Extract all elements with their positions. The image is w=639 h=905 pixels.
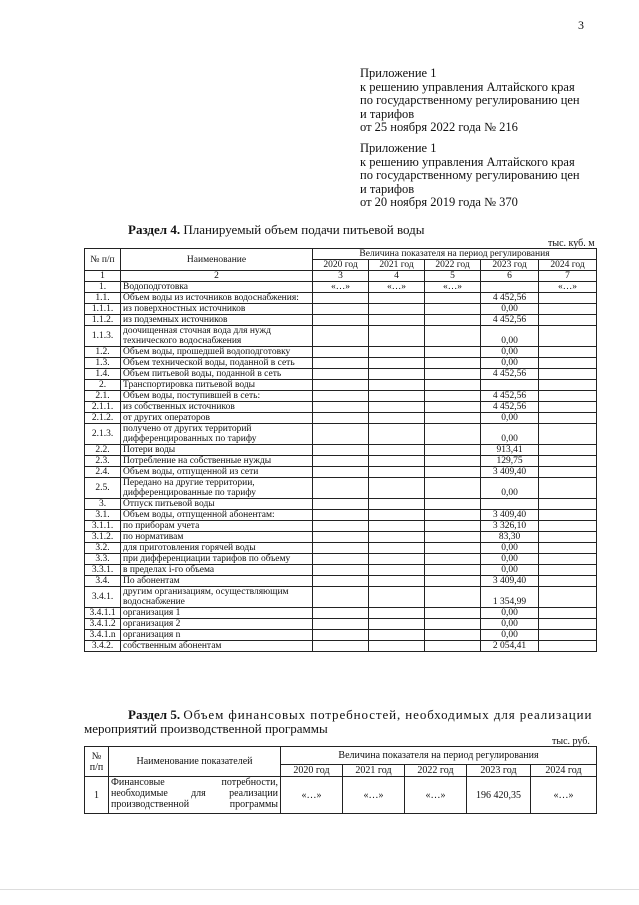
table-cell <box>425 315 481 326</box>
appendix-line: от 20 ноября 2019 года № 370 <box>360 195 518 210</box>
table-row-num: 1.1.2. <box>85 315 121 326</box>
table-cell <box>425 521 481 532</box>
section5-title: Объем финансовых потребностей, необходимых для реализации <box>183 707 593 722</box>
table-cell <box>539 402 597 413</box>
table-row <box>85 358 597 369</box>
table-cell: 0,00 <box>481 358 539 369</box>
table-row-num: 2.2. <box>85 445 121 456</box>
appendix-line: от 25 ноября 2022 года № 216 <box>360 120 518 135</box>
table-cell: 3 409,40 <box>481 467 539 478</box>
header-year: 2021 год <box>369 260 425 271</box>
table-cell <box>313 315 369 326</box>
table-row <box>85 391 597 402</box>
table-row <box>85 326 597 347</box>
table-cell: 3 326,10 <box>481 521 539 532</box>
table-cell: 0,00 <box>481 347 539 358</box>
table-cell <box>369 608 425 619</box>
section4-title: Планируемый объем подачи питьевой воды <box>183 222 425 237</box>
table-row-name: Транспортировка питьевой воды <box>121 380 313 391</box>
table-cell <box>313 630 369 641</box>
table-row-num: 1.1.1. <box>85 304 121 315</box>
table-row <box>85 619 597 630</box>
section5-table <box>84 746 597 814</box>
table-cell <box>313 413 369 424</box>
table-cell <box>539 576 597 587</box>
header-group: Величина показателя на период регулирования <box>281 747 597 765</box>
table-row <box>85 543 597 554</box>
header-num: № п/п <box>85 747 109 777</box>
appendix-line: по государственному регулированию цен <box>360 168 580 183</box>
table-cell <box>369 554 425 565</box>
section4-unit: тыс. куб. м <box>548 238 595 249</box>
table-cell <box>313 293 369 304</box>
table-cell <box>425 608 481 619</box>
appendix-current <box>360 67 580 135</box>
table-cell <box>369 402 425 413</box>
table-row-num: 3.1.1. <box>85 521 121 532</box>
table-row <box>85 304 597 315</box>
appendix-line: Приложение 1 <box>360 141 437 155</box>
header-index: 6 <box>481 271 539 282</box>
table-cell: 3 409,40 <box>481 510 539 521</box>
table-row <box>85 478 597 499</box>
table-cell <box>425 543 481 554</box>
table-cell <box>369 467 425 478</box>
table-cell: 0,00 <box>481 304 539 315</box>
table-row-name: организация n <box>121 630 313 641</box>
table-cell <box>539 326 597 347</box>
table-cell <box>425 424 481 445</box>
table-cell <box>481 499 539 510</box>
table-cell <box>539 413 597 424</box>
table-row-name: получено от других территорий дифференцированных по тарифу <box>121 424 313 445</box>
header-year: 2020 год <box>281 765 343 777</box>
table-cell <box>313 554 369 565</box>
page-number: 3 <box>578 18 584 32</box>
table-row-num: 3.4.2. <box>85 641 121 652</box>
table-cell <box>369 478 425 499</box>
table-cell <box>539 619 597 630</box>
table-cell: 4 452,56 <box>481 369 539 380</box>
table-cell: 0,00 <box>481 608 539 619</box>
appendix-line: к решению управления Алтайского края <box>360 154 575 169</box>
table-cell <box>313 445 369 456</box>
table-cell <box>425 358 481 369</box>
table-cell <box>425 478 481 499</box>
table-cell <box>539 456 597 467</box>
table-cell: 0,00 <box>481 619 539 630</box>
table-row <box>85 315 597 326</box>
table-row-name: Передано на другие территории, дифференцированные по тарифу <box>121 478 313 499</box>
table-cell <box>425 347 481 358</box>
table-row-name: другим организациям, осуществляющим водоснабжение <box>121 587 313 608</box>
table-cell <box>313 499 369 510</box>
table-cell <box>369 391 425 402</box>
table-row <box>85 456 597 467</box>
table-cell: «…» <box>531 777 597 814</box>
table-row <box>85 402 597 413</box>
table-cell <box>369 380 425 391</box>
table-cell <box>539 293 597 304</box>
table-cell: 4 452,56 <box>481 293 539 304</box>
table-row-name: по приборам учета <box>121 521 313 532</box>
table-cell <box>425 391 481 402</box>
table-cell <box>425 499 481 510</box>
table-row <box>85 510 597 521</box>
table-cell <box>425 565 481 576</box>
table-cell: «…» <box>539 282 597 293</box>
table-row <box>85 499 597 510</box>
table-row <box>85 576 597 587</box>
table-cell <box>369 587 425 608</box>
table-cell: 4 452,56 <box>481 402 539 413</box>
table-row <box>85 467 597 478</box>
table-row <box>85 565 597 576</box>
table-cell <box>369 424 425 445</box>
table-cell <box>539 391 597 402</box>
header-index: 5 <box>425 271 481 282</box>
table-cell <box>539 510 597 521</box>
table-cell <box>425 304 481 315</box>
table-cell <box>481 380 539 391</box>
table-row <box>85 554 597 565</box>
table-row-num: 1.4. <box>85 369 121 380</box>
table-cell <box>425 532 481 543</box>
table-cell: 2 054,41 <box>481 641 539 652</box>
table-row-num: 3.4.1.1 <box>85 608 121 619</box>
table-cell <box>425 413 481 424</box>
header-index: 2 <box>121 271 313 282</box>
table-row-name: Потери воды <box>121 445 313 456</box>
table-cell: 0,00 <box>481 630 539 641</box>
table-row <box>85 445 597 456</box>
table-cell: «…» <box>405 777 467 814</box>
table-row-name: собственным абонентам <box>121 641 313 652</box>
section4-heading <box>128 222 425 238</box>
table-cell <box>539 532 597 543</box>
table-row-num: 1. <box>85 282 121 293</box>
table-row-num: 1 <box>85 777 109 814</box>
table-cell <box>369 304 425 315</box>
table-row-name: Объем воды, отпущенной абонентам: <box>121 510 313 521</box>
table-cell <box>425 293 481 304</box>
table-cell <box>539 347 597 358</box>
header-index: 3 <box>313 271 369 282</box>
table-row-num: 1.1.3. <box>85 326 121 347</box>
table-row-num: 1.2. <box>85 347 121 358</box>
table-cell <box>313 565 369 576</box>
table-cell: 129,75 <box>481 456 539 467</box>
table-row-name: Водоподготовка <box>121 282 313 293</box>
table-cell <box>313 641 369 652</box>
table-cell: 83,30 <box>481 532 539 543</box>
table-cell <box>539 499 597 510</box>
table-cell <box>369 510 425 521</box>
table-row-num: 3.2. <box>85 543 121 554</box>
table-cell <box>313 587 369 608</box>
table-cell <box>313 369 369 380</box>
table-cell <box>313 456 369 467</box>
table-cell <box>539 445 597 456</box>
table-cell <box>539 587 597 608</box>
table-cell: 196 420,35 <box>467 777 531 814</box>
table-cell <box>539 369 597 380</box>
appendix-line: Приложение 1 <box>360 66 437 80</box>
table-cell <box>313 304 369 315</box>
table-cell: 0,00 <box>481 554 539 565</box>
table-cell <box>539 608 597 619</box>
table-cell <box>369 543 425 554</box>
table-cell: 0,00 <box>481 424 539 445</box>
table-row <box>85 282 597 293</box>
table-row <box>85 347 597 358</box>
header-index: 7 <box>539 271 597 282</box>
table-cell <box>539 358 597 369</box>
table-cell <box>369 413 425 424</box>
header-year: 2024 год <box>539 260 597 271</box>
table-row-name: при дифференциации тарифов по объему <box>121 554 313 565</box>
table-row-name: из поверхностных источников <box>121 304 313 315</box>
header-name: Наименование <box>121 249 313 271</box>
table-row-name: Объем питьевой воды, поданной в сеть <box>121 369 313 380</box>
table-cell <box>313 619 369 630</box>
table-row <box>85 521 597 532</box>
table-row <box>85 424 597 445</box>
table-row <box>85 641 597 652</box>
table-row-num: 1.3. <box>85 358 121 369</box>
table-cell <box>369 445 425 456</box>
table-row <box>85 293 597 304</box>
header-index: 1 <box>85 271 121 282</box>
table-cell <box>369 347 425 358</box>
table-cell <box>369 499 425 510</box>
table-row <box>85 532 597 543</box>
table-cell <box>539 424 597 445</box>
table-cell <box>313 576 369 587</box>
table-cell <box>313 402 369 413</box>
table-row-name: в пределах i-го объема <box>121 565 313 576</box>
table-cell <box>313 424 369 445</box>
header-index: 4 <box>369 271 425 282</box>
table-cell <box>539 304 597 315</box>
table-cell <box>313 391 369 402</box>
table-cell <box>369 565 425 576</box>
table-cell <box>369 521 425 532</box>
table-cell <box>425 630 481 641</box>
table-row-num: 1.1. <box>85 293 121 304</box>
table-row <box>85 587 597 608</box>
table-cell <box>313 532 369 543</box>
table-row-name-text: Финансовые потребности, необходимые для реализации производственной программы <box>111 777 278 810</box>
appendix-previous <box>360 142 580 210</box>
table-row <box>85 630 597 641</box>
table-cell <box>425 467 481 478</box>
table-cell <box>313 358 369 369</box>
table-cell <box>313 326 369 347</box>
table-cell <box>425 576 481 587</box>
table-cell <box>313 543 369 554</box>
table-cell: 913,41 <box>481 445 539 456</box>
table-cell <box>369 326 425 347</box>
table-row <box>85 369 597 380</box>
table-row-num: 2.1. <box>85 391 121 402</box>
section5-title-continued: мероприятий производственной программы <box>84 721 328 736</box>
appendix-line: и тарифов <box>360 106 415 121</box>
table-row-name: доочищенная сточная вода для нужд технического водоснабжения <box>121 326 313 347</box>
table-row-name <box>109 777 281 814</box>
table-row-name: Объем воды, поступившей в сеть: <box>121 391 313 402</box>
table-row-name: Объем воды из источников водоснабжения: <box>121 293 313 304</box>
table-row-name: по нормативам <box>121 532 313 543</box>
table-cell <box>313 608 369 619</box>
header-year: 2024 год <box>531 765 597 777</box>
table-row-name: Потребление на собственные нужды <box>121 456 313 467</box>
table-row-name: Объем воды, прошедшей водоподготовку <box>121 347 313 358</box>
table-row-num: 2.4. <box>85 467 121 478</box>
table-cell <box>425 641 481 652</box>
table-row-name: из собственных источников <box>121 402 313 413</box>
table-row-name: Объем воды, отпущенной из сети <box>121 467 313 478</box>
table-cell: «…» <box>343 777 405 814</box>
table-cell: 0,00 <box>481 565 539 576</box>
table-cell: «…» <box>425 282 481 293</box>
table-cell: 0,00 <box>481 543 539 554</box>
table-row-name: Отпуск питьевой воды <box>121 499 313 510</box>
table-cell <box>425 445 481 456</box>
table-cell <box>425 554 481 565</box>
table-cell: 1 354,99 <box>481 587 539 608</box>
header-year: 2023 год <box>467 765 531 777</box>
table-cell <box>539 467 597 478</box>
table-cell <box>539 521 597 532</box>
section4-table-body <box>85 282 597 652</box>
section5-label: Раздел 5. <box>128 707 181 722</box>
table-row-num: 3. <box>85 499 121 510</box>
table-cell <box>369 293 425 304</box>
table-cell: 0,00 <box>481 326 539 347</box>
table-row-name: По абонентам <box>121 576 313 587</box>
table-row-name: для приготовления горячей воды <box>121 543 313 554</box>
table-cell: 4 452,56 <box>481 315 539 326</box>
table-row-name: из подземных источников <box>121 315 313 326</box>
table-cell <box>539 641 597 652</box>
table-row-num: 2.1.2. <box>85 413 121 424</box>
table-cell <box>425 380 481 391</box>
table-row-num: 3.4.1.n <box>85 630 121 641</box>
header-year: 2021 год <box>343 765 405 777</box>
table-cell: 0,00 <box>481 478 539 499</box>
appendix-line: и тарифов <box>360 181 415 196</box>
header-group: Величина показателя на период регулирования <box>313 249 597 260</box>
table-cell <box>369 641 425 652</box>
table-row-num: 3.4.1. <box>85 587 121 608</box>
table-cell <box>425 326 481 347</box>
header-year: 2020 год <box>313 260 369 271</box>
table-row-num: 2. <box>85 380 121 391</box>
table-row-name: организация 2 <box>121 619 313 630</box>
table-row-num: 2.3. <box>85 456 121 467</box>
table-cell <box>539 630 597 641</box>
table-row-num: 2.1.3. <box>85 424 121 445</box>
header-num: № п/п <box>85 249 121 271</box>
table-cell: 3 409,40 <box>481 576 539 587</box>
table-row-num: 3.4. <box>85 576 121 587</box>
table-row-name: Объем технической воды, поданной в сеть <box>121 358 313 369</box>
table-cell <box>539 478 597 499</box>
table-row-num: 3.3. <box>85 554 121 565</box>
table-cell <box>539 554 597 565</box>
section4-label: Раздел 4. <box>128 222 181 237</box>
header-year: 2022 год <box>405 765 467 777</box>
table-row-num: 2.5. <box>85 478 121 499</box>
table-cell <box>369 630 425 641</box>
section4-table <box>84 248 597 652</box>
header-year: 2022 год <box>425 260 481 271</box>
table-cell: 4 452,56 <box>481 391 539 402</box>
table-cell: 0,00 <box>481 413 539 424</box>
table-cell <box>539 543 597 554</box>
table-row-num: 3.1. <box>85 510 121 521</box>
table-cell: «…» <box>369 282 425 293</box>
table-cell <box>481 282 539 293</box>
table-row-num: 3.3.1. <box>85 565 121 576</box>
appendix-line: к решению управления Алтайского края <box>360 79 575 94</box>
table-cell <box>539 380 597 391</box>
table-cell <box>369 456 425 467</box>
table-row <box>85 380 597 391</box>
table-row <box>85 413 597 424</box>
table-cell <box>369 532 425 543</box>
table-row-name: организация 1 <box>121 608 313 619</box>
table-cell <box>369 619 425 630</box>
section5-unit: тыс. руб. <box>552 736 590 747</box>
table-cell <box>313 380 369 391</box>
scan-edge-line <box>0 889 639 890</box>
table-cell <box>369 576 425 587</box>
header-year: 2023 год <box>481 260 539 271</box>
table-cell <box>425 587 481 608</box>
table-cell <box>369 358 425 369</box>
table-cell: «…» <box>281 777 343 814</box>
table-row-num: 3.1.2. <box>85 532 121 543</box>
table-cell <box>369 369 425 380</box>
table-cell <box>539 315 597 326</box>
table-row-num: 3.4.1.2 <box>85 619 121 630</box>
table-cell <box>425 619 481 630</box>
table-row-num: 2.1.1. <box>85 402 121 413</box>
table-cell <box>425 369 481 380</box>
table-cell <box>313 347 369 358</box>
table-cell <box>369 315 425 326</box>
table-cell <box>425 456 481 467</box>
table-row-name: от других операторов <box>121 413 313 424</box>
table-cell <box>313 521 369 532</box>
table-cell <box>313 478 369 499</box>
table-cell <box>313 467 369 478</box>
table-cell: «…» <box>313 282 369 293</box>
header-name: Наименование показателей <box>109 747 281 777</box>
table-row <box>85 608 597 619</box>
table-cell <box>313 510 369 521</box>
table-cell <box>425 510 481 521</box>
appendix-line: по государственному регулированию цен <box>360 93 580 108</box>
table-cell <box>539 565 597 576</box>
table-cell <box>425 402 481 413</box>
